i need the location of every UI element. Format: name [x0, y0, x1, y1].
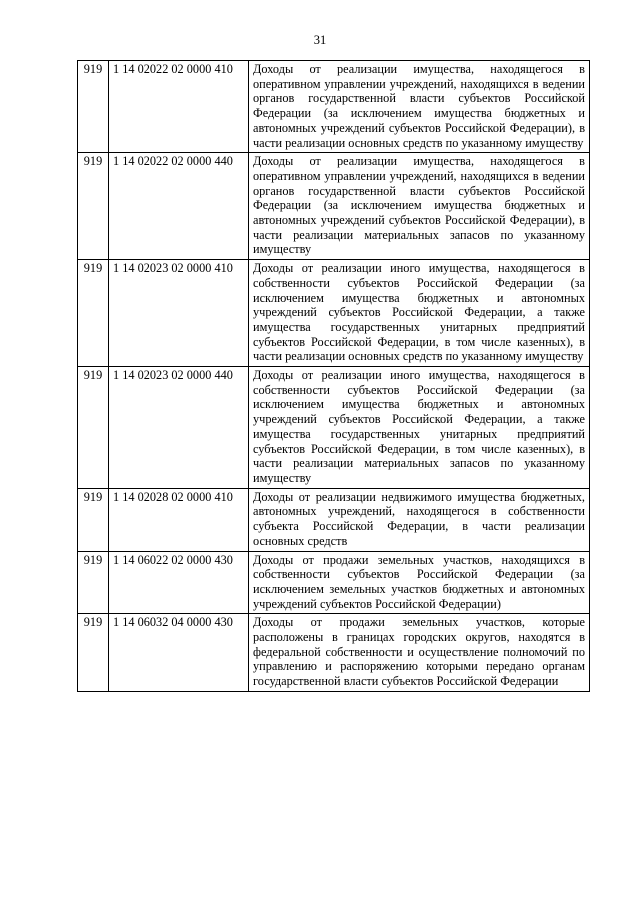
budget-code-cell: 1 14 02022 02 0000 410: [109, 61, 249, 153]
admin-code-cell: 919: [78, 61, 109, 153]
table-row: [78, 367, 590, 489]
table-row: [78, 488, 590, 551]
revenue-name-cell: Доходы от реализации имущества, находящегося в оперативном управлении учреждений, находящихся в ведении органов государственной власти субъектов Российской Федерации (за исключением имущества бюджетных и автономных учреждений субъектов Российской Федерации), в части реализации основных средств по указанному имуществу: [249, 61, 590, 153]
revenue-name-cell: Доходы от продажи земельных участков, которые расположены в границах городских округов, находятся в федеральной собственности и осуществление полномочий по управлению и распоряжению которыми передано органам государственной власти субъектов Российской Федерации: [249, 614, 590, 692]
revenue-name-cell: Доходы от реализации иного имущества, находящегося в собственности субъектов Российской Федерации (за исключением имущества бюджетных и автономных учреждений субъектов Российской Федерации, а также имущества государственных унитарных предприятий субъектов Российской Федерации, в том числе казенных), в части реализации основных средств по указанному имуществу: [249, 260, 590, 367]
budget-code-cell: 1 14 06022 02 0000 430: [109, 551, 249, 614]
budget-code-cell: 1 14 02028 02 0000 410: [109, 488, 249, 551]
table-row: [78, 551, 590, 614]
budget-code-cell: 1 14 02023 02 0000 410: [109, 260, 249, 367]
table-row: [78, 61, 590, 153]
admin-code-cell: 919: [78, 488, 109, 551]
revenue-name-cell: Доходы от реализации недвижимого имущества бюджетных, автономных учреждений, находящегося в собственности субъекта Российской Федерации, в части реализации основных средств: [249, 488, 590, 551]
admin-code-cell: 919: [78, 614, 109, 692]
revenue-codes-table: [77, 60, 590, 692]
budget-code-cell: 1 14 02022 02 0000 440: [109, 153, 249, 260]
revenue-name-cell: Доходы от реализации иного имущества, находящегося в собственности субъектов Российской Федерации (за исключением имущества бюджетных и автономных учреждений субъектов Российской Федерации, а также имущества государственных унитарных предприятий субъектов Российской Федерации, в том числе казенных), в части реализации материальных запасов по указанному имуществу: [249, 367, 590, 489]
budget-code-cell: 1 14 06032 04 0000 430: [109, 614, 249, 692]
revenue-name-cell: Доходы от продажи земельных участков, находящихся в собственности субъектов Российской Федерации (за исключением земельных участков бюджетных и автономных учреждений субъектов Российской Федерации): [249, 551, 590, 614]
budget-code-cell: 1 14 02023 02 0000 440: [109, 367, 249, 489]
table-row: [78, 260, 590, 367]
admin-code-cell: 919: [78, 260, 109, 367]
table-row: [78, 614, 590, 692]
page-number: 31: [313, 33, 327, 47]
revenue-name-cell: Доходы от реализации имущества, находящегося в оперативном управлении учреждений, находящихся в ведении органов государственной власти субъектов Российской Федерации (за исключением имущества бюджетных и автономных учреждений субъектов Российской Федерации), в части реализации материальных запасов по указанному имуществу: [249, 153, 590, 260]
table-row: [78, 153, 590, 260]
admin-code-cell: 919: [78, 551, 109, 614]
admin-code-cell: 919: [78, 367, 109, 489]
admin-code-cell: 919: [78, 153, 109, 260]
